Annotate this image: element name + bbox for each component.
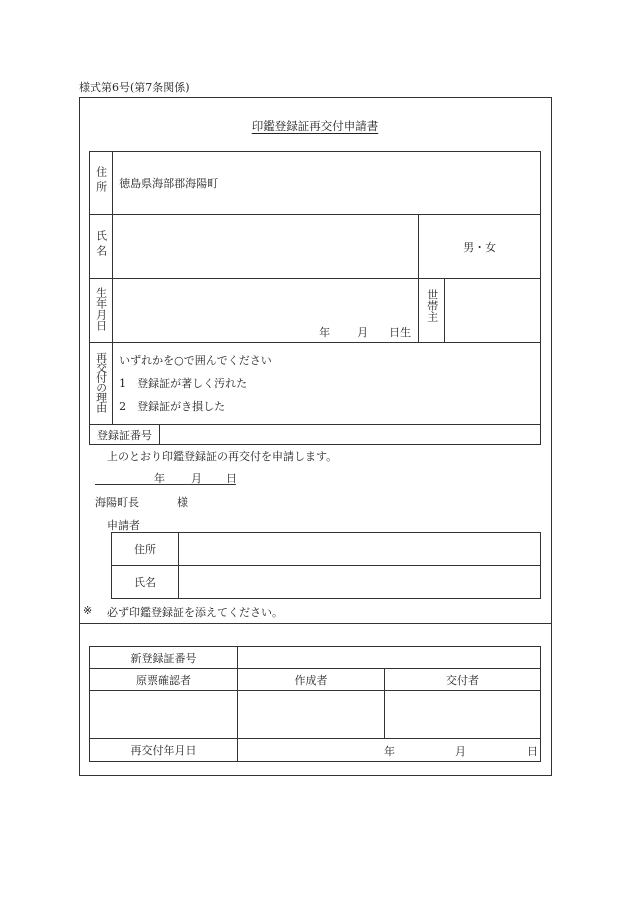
reissue-day-unit: 日	[527, 745, 538, 758]
reissue-date-field[interactable]	[238, 739, 541, 762]
reason-label	[90, 343, 113, 425]
issuer-field[interactable]	[385, 691, 541, 739]
office-table	[89, 646, 541, 762]
birth-month-unit: 月	[357, 326, 369, 339]
request-date-month: 月	[191, 472, 202, 485]
verifier-field[interactable]	[90, 691, 238, 739]
registration-number-table	[89, 424, 541, 445]
creator-field[interactable]	[238, 691, 385, 739]
birth-year-unit: 年	[319, 326, 331, 339]
request-date-year: 年	[154, 472, 165, 485]
registration-number-field[interactable]	[160, 425, 541, 445]
household-field[interactable]	[445, 279, 541, 343]
birth-day-unit: 日生	[389, 326, 412, 339]
col-header-issuer: 交付者	[385, 669, 541, 691]
name-label	[90, 215, 113, 279]
applicant-address-label: 住所	[112, 533, 179, 566]
reason-1[interactable]	[119, 372, 540, 395]
applicant-box	[111, 532, 541, 599]
reason-1-num: 1	[119, 377, 127, 390]
name-label-text: 氏名	[94, 229, 108, 260]
household-label	[419, 279, 445, 343]
form-code: 様式第6号(第7条関係)	[79, 81, 190, 94]
applicant-name-label: 氏名	[112, 566, 179, 599]
reason-label-text: 再交付の理由	[94, 351, 108, 412]
reason-2[interactable]	[119, 395, 540, 418]
household-label-text: 世帯主	[425, 289, 439, 322]
reason-2-num: 2	[119, 400, 127, 413]
reason-1-text: 登録証が著しく汚れた	[137, 377, 248, 390]
birth-label-text: 生年月日	[94, 286, 108, 331]
address-value: 徳島県海部郡海陽町	[113, 152, 541, 215]
addressee-honorific: 様	[177, 496, 188, 509]
address-label-text: 住所	[94, 166, 108, 196]
reissue-month-unit: 月	[455, 745, 466, 758]
request-date[interactable]	[95, 470, 236, 485]
reason-field	[113, 343, 541, 425]
request-date-day: 日	[226, 472, 237, 485]
new-number-label: 新登録証番号	[90, 647, 238, 669]
applicant-name-field[interactable]	[179, 566, 541, 599]
note-mark: ※	[83, 604, 93, 617]
office-divider	[79, 623, 552, 624]
birth-label	[90, 279, 113, 343]
col-header-verifier: 原票確認者	[90, 669, 238, 691]
col-header-creator: 作成者	[238, 669, 385, 691]
address-label	[90, 152, 113, 215]
applicant-address-field[interactable]	[179, 533, 541, 566]
note-text: 必ず印鑑登録証を添えてください。	[107, 606, 283, 619]
reissue-year-unit: 年	[384, 745, 395, 758]
reissue-date-label: 再交付年月日	[90, 739, 238, 762]
form-title: 印鑑登録証再交付申請書	[251, 119, 379, 133]
new-number-field[interactable]	[238, 647, 541, 669]
reason-2-text: 登録証がき損した	[137, 400, 226, 413]
name-field[interactable]	[113, 215, 419, 279]
birth-field[interactable]	[113, 279, 419, 343]
applicant-table	[89, 151, 541, 425]
registration-number-label: 登録証番号	[90, 425, 160, 445]
sex-options: 男・女	[419, 215, 541, 279]
form-title-wrap	[0, 118, 630, 134]
addressee-title: 海陽町長	[95, 496, 139, 509]
applicant-label: 申請者	[107, 519, 140, 532]
reason-instruction: いずれかを○で囲んでください	[119, 354, 272, 367]
request-statement: 上のとおり印鑑登録証の再交付を申請します。	[107, 450, 338, 463]
